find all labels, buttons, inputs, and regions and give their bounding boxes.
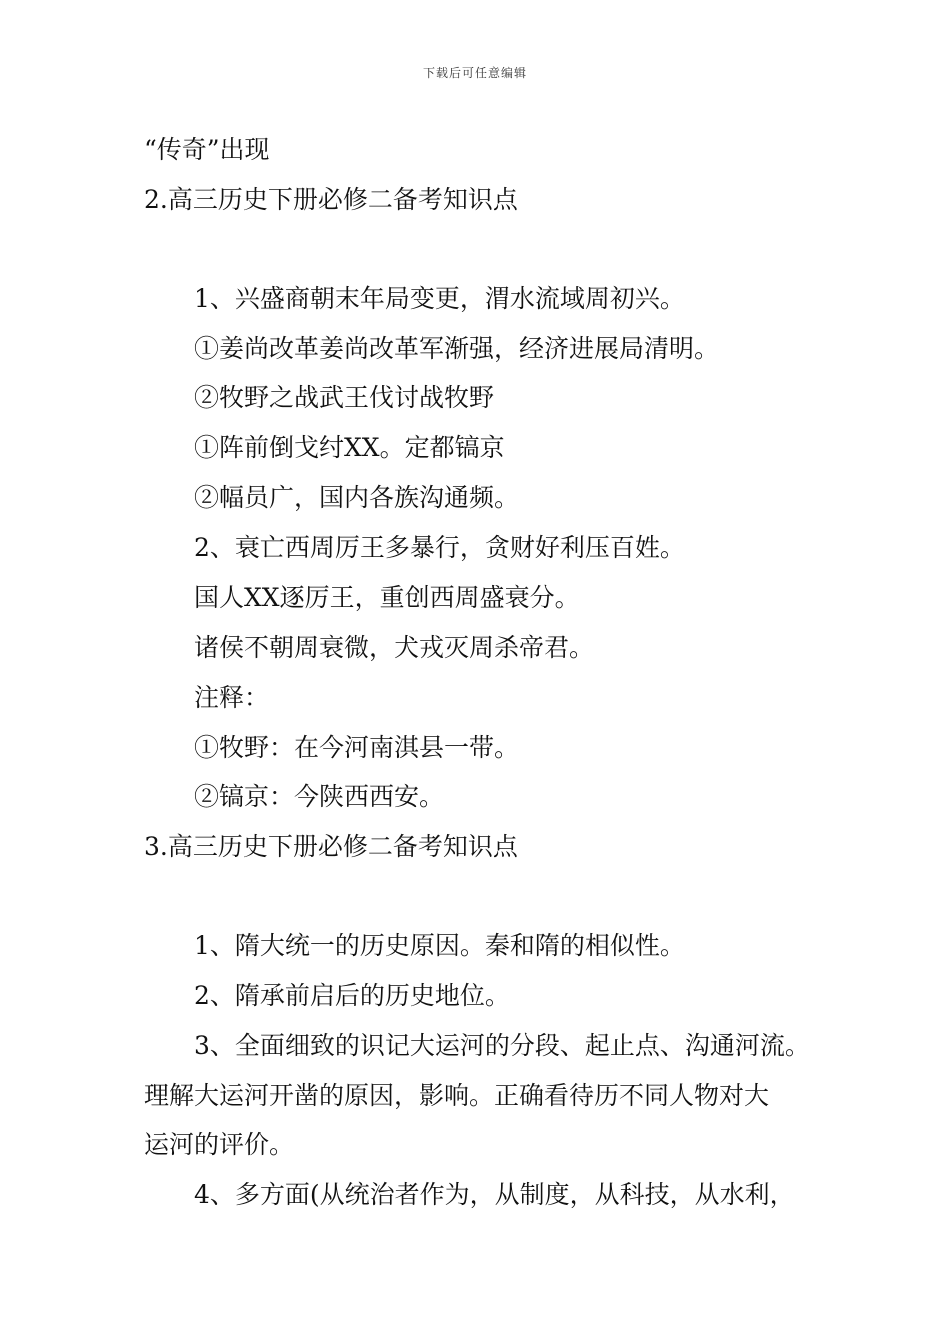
text-line: ②牧野之战武王伐讨战牧野 [194, 383, 495, 412]
text-line: 诸侯不朝周衰微，犬戎灭周杀帝君。 [194, 633, 595, 662]
text-line: 4、多方面(从统治者作为，从制度，从科技，从水利， [194, 1180, 795, 1209]
text-line: 国人XX逐厉王，重创西周盛衰分。 [194, 583, 580, 612]
text-line: 2、隋承前启后的历史地位。 [194, 981, 510, 1010]
text-line: 理解大运河开凿的原因，影响。正确看待历不同人物对大 [144, 1081, 770, 1110]
text-line: 2、衰亡西周厉王多暴行，贪财好利压百姓。 [194, 533, 685, 562]
page-header: 下载后可任意编辑 [422, 66, 527, 80]
text-line: ②幅员广，国内各族沟通频。 [194, 483, 520, 512]
text-line: ②镐京：今陕西西安。 [194, 782, 445, 811]
text-line: ①阵前倒戈纣XX。定都镐京 [194, 433, 505, 462]
text-line: 3、全面细致的识记大运河的分段、起止点、沟通河流。 [194, 1031, 810, 1060]
section-heading: 2.高三历史下册必修二备考知识点 [144, 185, 518, 214]
text-line: ①牧野：在今河南淇县一带。 [194, 733, 520, 762]
text-line: “传奇”出现 [144, 135, 270, 164]
text-line: 注释： [194, 683, 270, 712]
text-line: 运河的评价。 [144, 1130, 295, 1159]
text-line: 1、兴盛商朝末年局变更，渭水流域周初兴。 [194, 284, 685, 313]
text-line: 1、隋大统一的历史原因。秦和隋的相似性。 [194, 931, 685, 960]
text-line: ①姜尚改革姜尚改革军渐强，经济进展局清明。 [194, 334, 720, 363]
section-heading: 3.高三历史下册必修二备考知识点 [144, 832, 518, 861]
